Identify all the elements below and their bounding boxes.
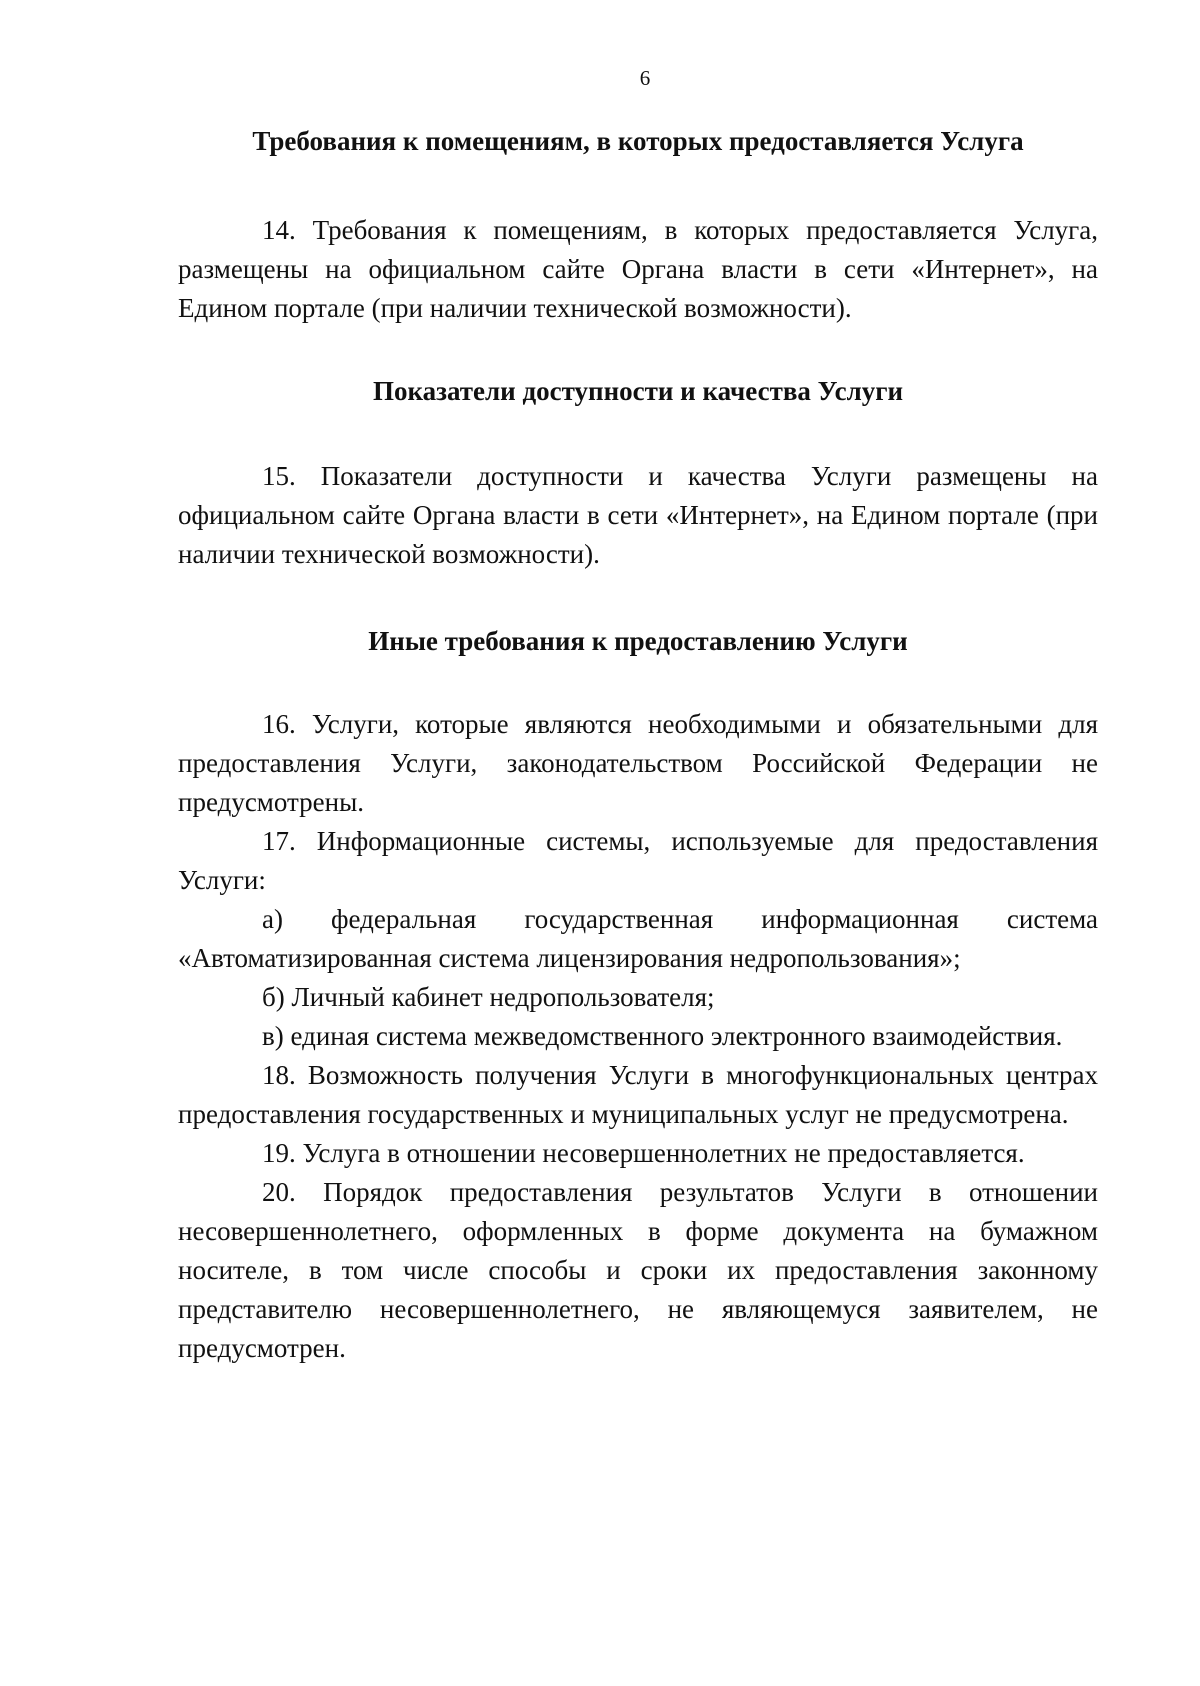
paragraph-17a: а) федеральная государственная информационная система «Автоматизированная система лицензирования недропользования»; (178, 904, 1098, 973)
page-number: 6 (639, 66, 651, 90)
paragraph-18: 18. Возможность получения Услуги в многофункциональных центрах предоставления государственных и муниципальных услуг не предусмотрена. (178, 1060, 1098, 1129)
paragraph-17: 17. Информационные системы, используемые для предоставления Услуги: (178, 826, 1098, 895)
section-heading-other-requirements: Иные требования к предоставлению Услуги (368, 626, 908, 656)
paragraph-16: 16. Услуги, которые являются необходимыми и обязательными для предоставления Услуги, законодательством Российской Федерации не предусмотрены. (178, 709, 1098, 817)
paragraph-15: 15. Показатели доступности и качества Услуги размещены на официальном сайте Органа власти в сети «Интернет», на Едином портале (при наличии технической возможности). (178, 461, 1098, 569)
paragraph-14: 14. Требования к помещениям, в которых предоставляется Услуга, размещены на официальном сайте Органа власти в сети «Интернет», на Едином портале (при наличии технической возможности). (178, 215, 1098, 323)
paragraph-20: 20. Порядок предоставления результатов Услуги в отношении несовершеннолетнего, оформленных в форме документа на бумажном носителе, в том числе способы и сроки их предоставления законному представителю несовершеннолетнего, не являющемуся заявителем, не предусмотрен. (178, 1177, 1098, 1363)
paragraph-17c: в) единая система межведомственного электронного взаимодействия. (262, 1021, 1063, 1051)
section-heading-premises: Требования к помещениям, в которых предоставляется Услуга (252, 126, 1024, 156)
paragraph-19: 19. Услуга в отношении несовершеннолетних не предоставляется. (262, 1138, 1025, 1168)
section-heading-accessibility: Показатели доступности и качества Услуги (372, 376, 904, 406)
document-body (178, 122, 1098, 1368)
paragraph-17b: б) Личный кабинет недропользователя; (262, 982, 715, 1012)
